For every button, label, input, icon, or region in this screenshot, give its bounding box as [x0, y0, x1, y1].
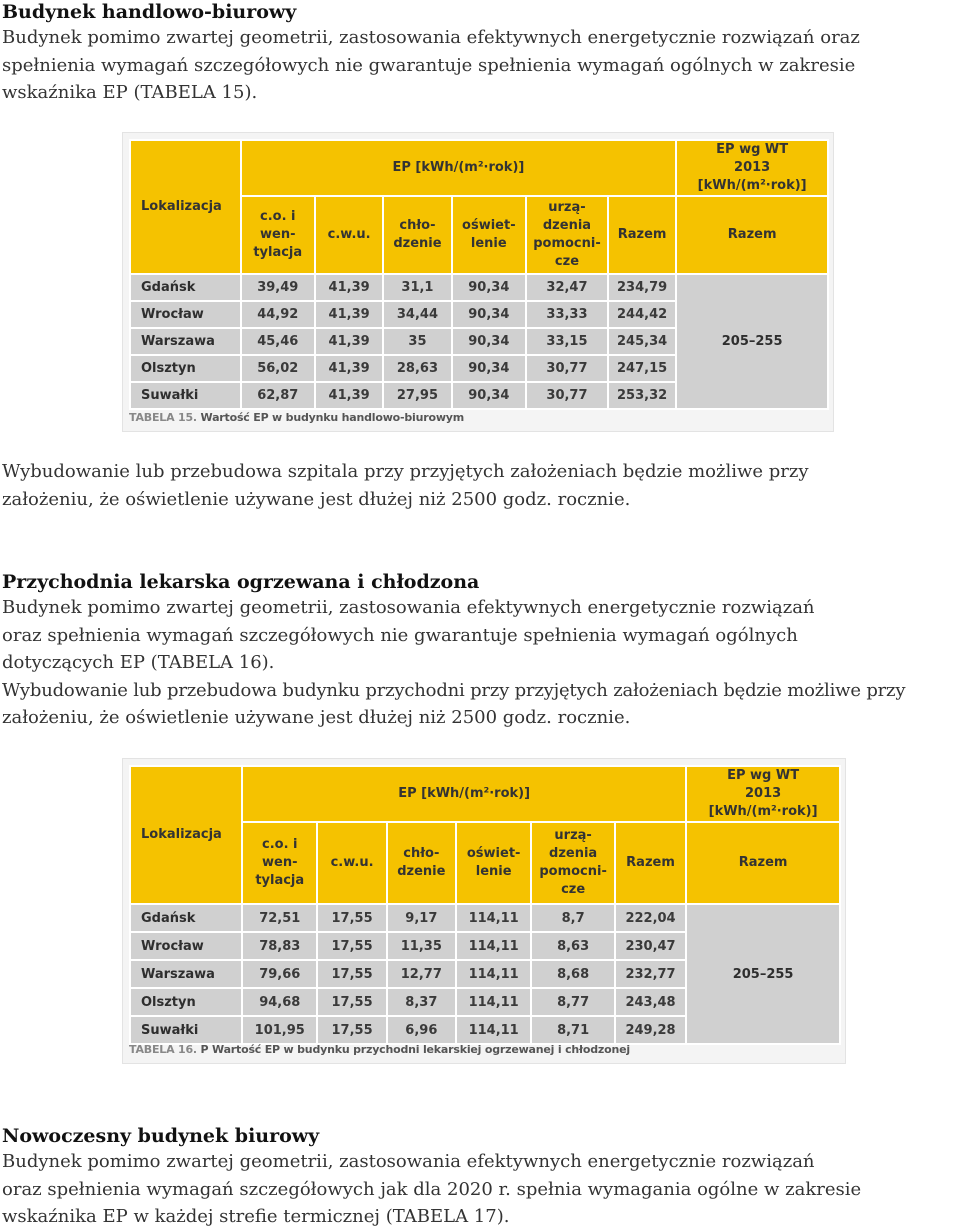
cell-total: 247,15 [609, 356, 675, 381]
paragraph-line: wskaźnika EP (TABELA 15). [2, 82, 258, 103]
cell-total: 234,79 [609, 275, 675, 300]
caption-prefix: TABELA 15. [129, 411, 197, 424]
table-15 [129, 139, 829, 410]
cell-cooling: 9,17 [388, 905, 455, 931]
cell-auxiliary: 8,63 [532, 933, 614, 959]
cell-city: Suwałki [131, 1017, 241, 1043]
paragraph-line: spełnienia wymagań szczegółowych nie gwarantuje spełnienia wymagań ogólnych w zakresie [2, 54, 856, 76]
cell-cooling: 12,77 [388, 961, 455, 987]
section-paragraph [2, 1148, 958, 1231]
cell-cooling: 35 [384, 329, 450, 354]
header-ep-group: EP [kWh/(m²·rok)] [243, 767, 685, 821]
cell-total: 230,47 [616, 933, 685, 959]
cell-auxiliary: 30,77 [527, 356, 607, 381]
cell-cwu: 41,39 [316, 329, 382, 354]
paragraph-line: Wybudowanie lub przebudowa budynku przychodni przy przyjętych założeniach będzie możliwe przy [2, 679, 906, 701]
cell-cooling: 11,35 [388, 933, 455, 959]
cell-cooling: 6,96 [388, 1017, 455, 1043]
section-office-retail [2, 0, 958, 107]
header-lighting: oświet- lenie [453, 197, 525, 273]
cell-lighting: 90,34 [453, 329, 525, 354]
header-wt2013: EP wg WT 2013 [kWh/(m²·rok)] [687, 767, 839, 821]
cell-cwu: 41,39 [316, 356, 382, 381]
cell-auxiliary: 32,47 [527, 275, 607, 300]
header-heating-ventilation: c.o. i wen- tylacja [242, 197, 314, 273]
cell-cooling: 31,1 [384, 275, 450, 300]
paragraph-line: wskaźnika EP w każdej strefie termicznej (TABELA 17). [2, 1206, 510, 1227]
cell-lighting: 90,34 [453, 383, 525, 408]
header-cooling: chło- dzenie [388, 823, 455, 903]
cell-total: 253,32 [609, 383, 675, 408]
cell-co: 45,46 [242, 329, 314, 354]
cell-auxiliary: 33,15 [527, 329, 607, 354]
cell-co: 39,49 [242, 275, 314, 300]
cell-auxiliary: 8,68 [532, 961, 614, 987]
cell-standard-range: 205–255 [677, 275, 827, 408]
cell-lighting: 114,11 [457, 1017, 530, 1043]
table-row [131, 275, 827, 300]
cell-co: 94,68 [243, 989, 316, 1015]
cell-city: Gdańsk [131, 905, 241, 931]
cell-city: Suwałki [131, 383, 240, 408]
cell-cwu: 17,55 [318, 961, 385, 987]
cell-cwu: 41,39 [316, 275, 382, 300]
header-wt2013: EP wg WT 2013 [kWh/(m²·rok)] [677, 141, 827, 195]
cell-total: 244,42 [609, 302, 675, 327]
cell-lighting: 114,11 [457, 961, 530, 987]
paragraph-line: oraz spełnienia wymagań szczegółowych jak dla 2020 r. spełnia wymagania ogólne w zakresie [2, 1178, 862, 1200]
header-total: Razem [609, 197, 675, 273]
cell-lighting: 114,11 [457, 933, 530, 959]
paragraph-line: Budynek pomimo zwartej geometrii, zastosowania efektywnych energetycznie rozwiązań [2, 1151, 815, 1172]
cell-auxiliary: 8,77 [532, 989, 614, 1015]
caption-text: P Wartość EP w budynku przychodni lekarskiej ogrzewanej i chłodzonej [200, 1043, 630, 1056]
cell-co: 56,02 [242, 356, 314, 381]
caption-text: Wartość EP w budynku handlowo-biurowym [200, 411, 465, 424]
cell-cwu: 17,55 [318, 1017, 385, 1043]
paragraph-line: założeniu, że oświetlenie używane jest dłużej niż 2500 godz. rocznie. [2, 488, 631, 510]
cell-lighting: 114,11 [457, 905, 530, 931]
section-paragraph [2, 594, 958, 732]
paragraph-line: dotyczących EP (TABELA 16). [2, 652, 275, 673]
cell-total: 232,77 [616, 961, 685, 987]
table-16 [129, 765, 841, 1045]
table-row [131, 905, 839, 931]
cell-cooling: 28,63 [384, 356, 450, 381]
cell-co: 44,92 [242, 302, 314, 327]
cell-cwu: 17,55 [318, 989, 385, 1015]
cell-lighting: 90,34 [453, 302, 525, 327]
cell-cooling: 8,37 [388, 989, 455, 1015]
section-heading: Przychodnia lekarska ogrzewana i chłodzona [2, 571, 480, 593]
cell-cooling: 34,44 [384, 302, 450, 327]
header-location: Lokalizacja [131, 141, 240, 273]
header-lighting: oświet- lenie [457, 823, 530, 903]
table-15-figure [122, 132, 834, 432]
cell-lighting: 90,34 [453, 356, 525, 381]
cell-city: Wrocław [131, 302, 240, 327]
cell-city: Gdańsk [131, 275, 240, 300]
header-total: Razem [616, 823, 685, 903]
cell-lighting: 114,11 [457, 989, 530, 1015]
cell-auxiliary: 33,33 [527, 302, 607, 327]
cell-city: Olsztyn [131, 356, 240, 381]
cell-total: 249,28 [616, 1017, 685, 1043]
cell-total: 245,34 [609, 329, 675, 354]
cell-total: 222,04 [616, 905, 685, 931]
cell-city: Warszawa [131, 961, 241, 987]
table-16-figure [122, 758, 846, 1064]
paragraph-line: Wybudowanie lub przebudowa szpitala przy przyjętych założeniach będzie możliwe przy [2, 461, 809, 482]
cell-city: Olsztyn [131, 989, 241, 1015]
section-clinic [2, 570, 958, 732]
header-auxiliary: urzą- dzenia pomocni- cze [527, 197, 607, 273]
cell-total: 243,48 [616, 989, 685, 1015]
table-caption [129, 411, 464, 424]
header-heating-ventilation: c.o. i wen- tylacja [243, 823, 316, 903]
paragraph-line: Budynek pomimo zwartej geometrii, zastosowania efektywnych energetycznie rozwiązań [2, 597, 815, 618]
header-total-wt: Razem [687, 823, 839, 903]
cell-cwu: 17,55 [318, 933, 385, 959]
section-paragraph [2, 24, 958, 107]
cell-co: 62,87 [242, 383, 314, 408]
cell-co: 72,51 [243, 905, 316, 931]
caption-prefix: TABELA 16. [129, 1043, 197, 1056]
cell-co: 78,83 [243, 933, 316, 959]
table-caption [129, 1043, 630, 1056]
cell-standard-range: 205–255 [687, 905, 839, 1043]
header-total-wt: Razem [677, 197, 827, 273]
cell-co: 79,66 [243, 961, 316, 987]
cell-co: 101,95 [243, 1017, 316, 1043]
section-heading: Nowoczesny budynek biurowy [2, 1125, 320, 1147]
hospital-paragraph [2, 458, 958, 513]
cell-cwu: 41,39 [316, 302, 382, 327]
header-auxiliary: urzą- dzenia pomocni- cze [532, 823, 614, 903]
paragraph-line: Budynek pomimo zwartej geometrii, zastosowania efektywnych energetycznie rozwiązań oraz [2, 27, 860, 48]
cell-city: Warszawa [131, 329, 240, 354]
cell-cwu: 17,55 [318, 905, 385, 931]
cell-cwu: 41,39 [316, 383, 382, 408]
header-hot-water: c.w.u. [316, 197, 382, 273]
cell-lighting: 90,34 [453, 275, 525, 300]
cell-city: Wrocław [131, 933, 241, 959]
cell-auxiliary: 30,77 [527, 383, 607, 408]
cell-auxiliary: 8,7 [532, 905, 614, 931]
paragraph-line: założeniu, że oświetlenie używane jest dłużej niż 2500 godz. rocznie. [2, 707, 631, 728]
paragraph-line: oraz spełnienia wymagań szczegółowych nie gwarantuje spełnienia wymagań ogólnych [2, 624, 798, 646]
header-hot-water: c.w.u. [318, 823, 385, 903]
section-modern-office [2, 1124, 958, 1231]
cell-cooling: 27,95 [384, 383, 450, 408]
section-heading: Budynek handlowo-biurowy [2, 1, 297, 23]
header-location: Lokalizacja [131, 767, 241, 903]
header-ep-group: EP [kWh/(m²·rok)] [242, 141, 676, 195]
header-cooling: chło- dzenie [384, 197, 450, 273]
cell-auxiliary: 8,71 [532, 1017, 614, 1043]
